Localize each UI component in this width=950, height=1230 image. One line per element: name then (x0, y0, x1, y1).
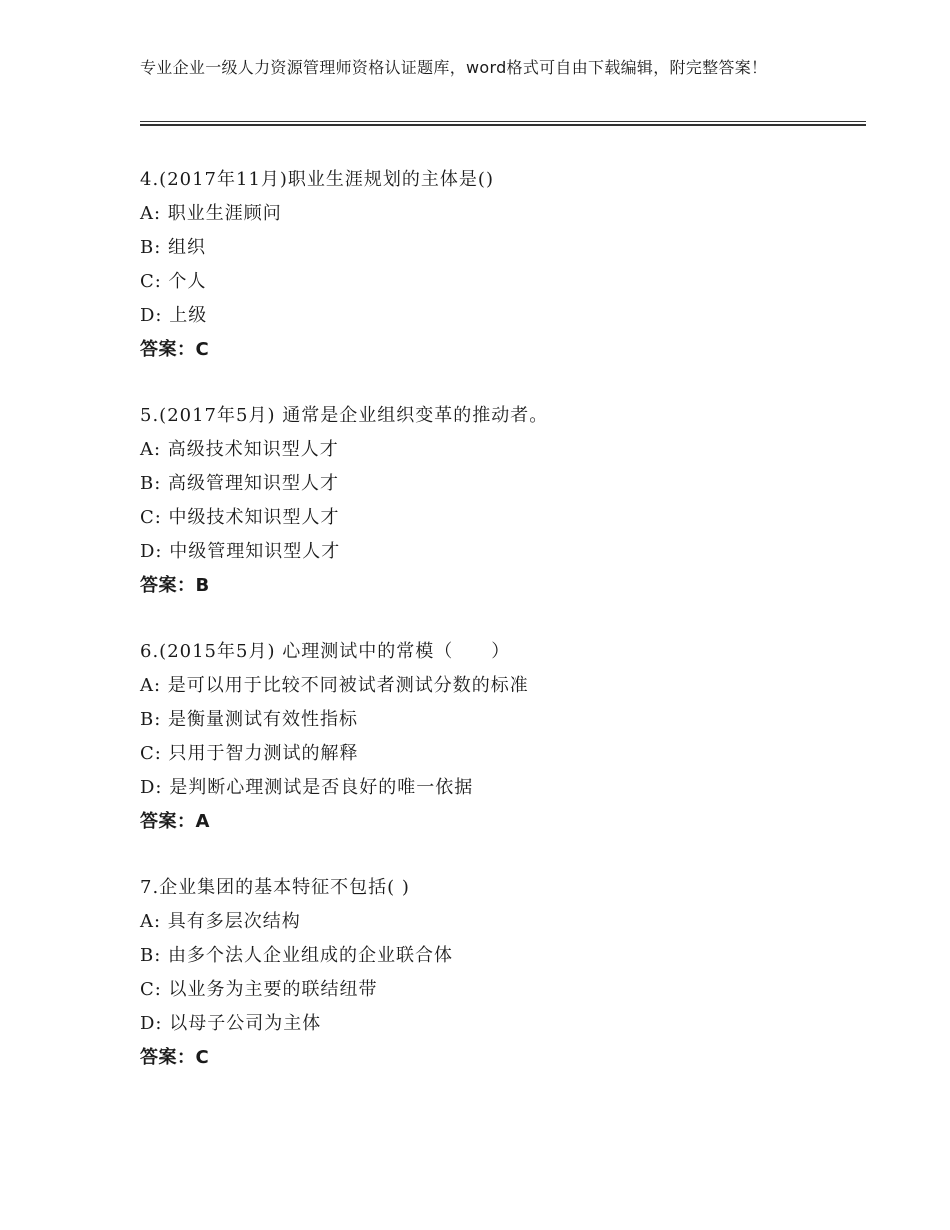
option-d: D: 以母子公司为主体 (140, 1013, 322, 1034)
document-header (140, 57, 820, 78)
question-stem: 4.(2017年11月)职业生涯规划的主体是() (140, 169, 494, 190)
header-divider-thin (140, 121, 866, 122)
option-a: A: 是可以用于比较不同被试者测试分数的标准 (140, 675, 529, 696)
option-b: B: 由多个法人企业组成的企业联合体 (140, 945, 454, 966)
option-c: C: 个人 (140, 271, 207, 292)
option-d: D: 是判断心理测试是否良好的唯一依据 (140, 777, 474, 798)
option-b: B: 是衡量测试有效性指标 (140, 709, 359, 730)
option-d: D: 上级 (140, 305, 208, 326)
question-5 (140, 399, 866, 603)
option-b: B: 组织 (140, 237, 207, 258)
option-b: B: 高级管理知识型人才 (140, 473, 340, 494)
option-d: D: 中级管理知识型人才 (140, 541, 341, 562)
option-a: A: 职业生涯顾问 (140, 203, 282, 224)
question-6 (140, 635, 866, 839)
option-a: A: 具有多层次结构 (140, 911, 301, 932)
option-c: C: 以业务为主要的联结纽带 (140, 979, 378, 1000)
header-title: 专业企业一级人力资源管理师资格认证题库，word格式可自由下载编辑，附完整答案！ (140, 58, 768, 77)
question-stem: 5.(2017年5月) 通常是企业组织变革的推动者。 (140, 405, 549, 426)
question-4 (140, 163, 866, 367)
answer: 答案：C (140, 1047, 210, 1068)
option-a: A: 高级技术知识型人才 (140, 439, 339, 460)
answer: 答案：B (140, 575, 210, 596)
option-c: C: 只用于智力测试的解释 (140, 743, 359, 764)
answer: 答案：C (140, 339, 210, 360)
question-stem: 7.企业集团的基本特征不包括( ) (140, 877, 410, 898)
question-list (140, 163, 866, 1107)
answer: 答案：A (140, 811, 210, 832)
header-divider-thick (140, 124, 866, 126)
option-c: C: 中级技术知识型人才 (140, 507, 340, 528)
question-7 (140, 871, 866, 1075)
question-stem: 6.(2015年5月) 心理测试中的常模（ ） (140, 641, 511, 662)
